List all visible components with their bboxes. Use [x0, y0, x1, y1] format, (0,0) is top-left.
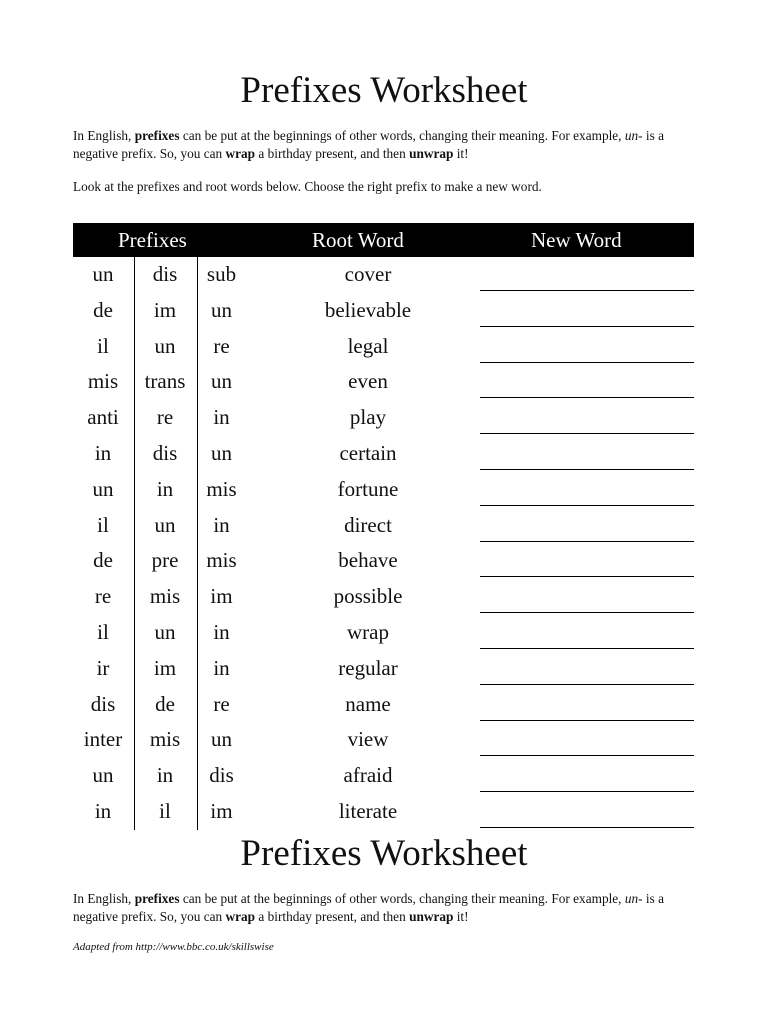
prefix-option: anti: [87, 405, 119, 430]
table-row: [73, 508, 694, 544]
prefix-option: un: [211, 369, 232, 394]
prefix-option: il: [97, 512, 109, 537]
root-word: possible: [333, 584, 403, 609]
prefix-option: dis: [209, 763, 234, 788]
table-row: [73, 329, 694, 365]
intro-text: a birthday present, and then: [258, 908, 406, 924]
prefix-option: un: [92, 763, 114, 788]
answer-blank[interactable]: [480, 648, 694, 649]
intro-text: is a negative prefix. So, you can: [73, 128, 665, 161]
prefix-option: in: [156, 476, 174, 501]
header-root-word: Root Word: [312, 228, 404, 252]
root-word: view: [347, 727, 389, 752]
prefix-option: in: [213, 512, 230, 537]
root-word: certain: [339, 440, 397, 465]
table-header: [73, 223, 694, 257]
prefix-option: un: [154, 619, 176, 644]
table-row: [73, 722, 694, 758]
prefix-option: re: [213, 333, 230, 358]
prefix-option: im: [153, 655, 177, 680]
root-word: regular: [338, 655, 398, 680]
root-word: afraid: [343, 763, 393, 788]
prefix-option: de: [93, 548, 113, 573]
table-row: [73, 293, 694, 329]
answer-blank[interactable]: [480, 469, 694, 470]
page-title-repeat: Prefixes Worksheet: [240, 833, 528, 874]
answer-blank[interactable]: [480, 720, 694, 721]
answer-blank[interactable]: [480, 290, 694, 291]
intro-text: can be put at the beginnings of other words, changing their meaning. For example,: [182, 128, 622, 143]
table-row: [73, 257, 694, 293]
prefix-option: in: [94, 798, 112, 823]
intro-paragraph-repeat: [73, 890, 703, 925]
answer-blank[interactable]: [480, 541, 694, 542]
table-row: [73, 579, 694, 615]
root-word: literate: [338, 798, 398, 823]
prefix-option: de: [155, 691, 175, 716]
prefix-option: sub: [206, 262, 237, 286]
intro-bold-unwrap: unwrap: [409, 145, 454, 161]
prefix-option: im: [210, 584, 233, 609]
prefix-option: in: [213, 405, 230, 430]
answer-blank[interactable]: [480, 433, 694, 434]
table-row: [73, 758, 694, 794]
answer-blank[interactable]: [480, 362, 694, 363]
prefix-option: ir: [96, 655, 110, 680]
answer-blank[interactable]: [480, 755, 694, 756]
worksheet-rows: [73, 257, 694, 830]
answer-blank[interactable]: [480, 576, 694, 577]
prefix-option: mis: [206, 548, 237, 573]
intro-bold-wrap: wrap: [225, 908, 256, 924]
answer-blank[interactable]: [480, 827, 694, 828]
root-word: direct: [344, 512, 392, 537]
source-credit: Adapted from http://www.bbc.co.uk/skillswise: [73, 941, 274, 953]
table-row: [73, 364, 694, 400]
prefix-option: im: [153, 297, 177, 322]
answer-blank[interactable]: [480, 612, 694, 613]
root-word: believable: [324, 297, 412, 322]
table-row: [73, 543, 694, 579]
intro-bold-prefixes: prefixes: [134, 128, 180, 143]
root-word: fortune: [337, 476, 399, 501]
root-word: play: [349, 405, 387, 430]
instructions: Look at the prefixes and root words below. Choose the right prefix to make a new word.: [73, 179, 542, 194]
intro-text: is a negative prefix. So, you can: [73, 891, 665, 924]
prefix-option: in: [156, 763, 174, 788]
prefix-option: mis: [206, 476, 237, 501]
intro-bold-wrap: wrap: [225, 145, 256, 161]
intro-text: it!: [456, 145, 469, 161]
root-word: wrap: [347, 619, 389, 644]
prefix-option: im: [210, 798, 233, 823]
root-word: legal: [347, 333, 389, 358]
prefix-option: mis: [149, 727, 181, 752]
prefix-option: inter: [83, 727, 123, 752]
intro-text: In English,: [73, 891, 132, 906]
table-row: [73, 651, 694, 687]
intro-italic-un: un-: [624, 128, 643, 143]
prefix-option: dis: [90, 691, 116, 716]
prefix-option: trans: [144, 369, 186, 394]
prefix-option: il: [159, 798, 171, 823]
answer-blank[interactable]: [480, 326, 694, 327]
answer-blank[interactable]: [480, 684, 694, 685]
prefix-option: mis: [87, 369, 119, 394]
answer-blank[interactable]: [480, 505, 694, 506]
root-word: even: [348, 369, 388, 394]
prefix-option: re: [94, 584, 112, 609]
prefix-option: in: [94, 440, 112, 465]
prefix-option: un: [154, 333, 176, 358]
header-new-word: New Word: [531, 228, 622, 252]
prefix-option: un: [211, 440, 232, 465]
prefix-option: un: [154, 512, 176, 537]
table-row: [73, 615, 694, 651]
prefix-option: un: [211, 297, 232, 322]
prefix-option: re: [213, 691, 230, 716]
prefix-option: un: [92, 476, 114, 501]
intro-bold-unwrap: unwrap: [409, 908, 454, 924]
table-row: [73, 400, 694, 436]
header-prefixes: Prefixes: [118, 228, 187, 252]
prefix-option: dis: [152, 440, 178, 465]
prefix-option: mis: [149, 584, 181, 609]
prefix-option: re: [156, 405, 174, 430]
prefix-option: in: [213, 655, 230, 680]
root-word: cover: [344, 262, 392, 286]
prefix-option: il: [97, 619, 109, 644]
prefix-option: il: [97, 333, 109, 358]
table-row: [73, 472, 694, 508]
table-row: [73, 794, 694, 830]
answer-blank[interactable]: [480, 791, 694, 792]
intro-text: a birthday present, and then: [258, 145, 406, 161]
answer-blank[interactable]: [480, 397, 694, 398]
intro-text: In English,: [73, 128, 132, 143]
prefix-option: un: [211, 727, 232, 752]
table-row: [73, 436, 694, 472]
intro-text: it!: [456, 908, 469, 924]
page-title: Prefixes Worksheet: [240, 70, 528, 111]
table-row: [73, 687, 694, 723]
intro-bold-prefixes: prefixes: [134, 891, 180, 906]
root-word: name: [345, 691, 391, 716]
prefix-option: un: [92, 262, 114, 286]
prefix-option: pre: [151, 548, 179, 573]
intro-italic-un: un-: [624, 891, 643, 906]
intro-text: can be put at the beginnings of other words, changing their meaning. For example,: [182, 891, 622, 906]
root-word: behave: [338, 548, 398, 573]
prefix-option: dis: [152, 262, 178, 286]
prefix-option: in: [213, 619, 230, 644]
prefix-option: de: [93, 297, 113, 322]
intro-paragraph: [73, 127, 703, 162]
